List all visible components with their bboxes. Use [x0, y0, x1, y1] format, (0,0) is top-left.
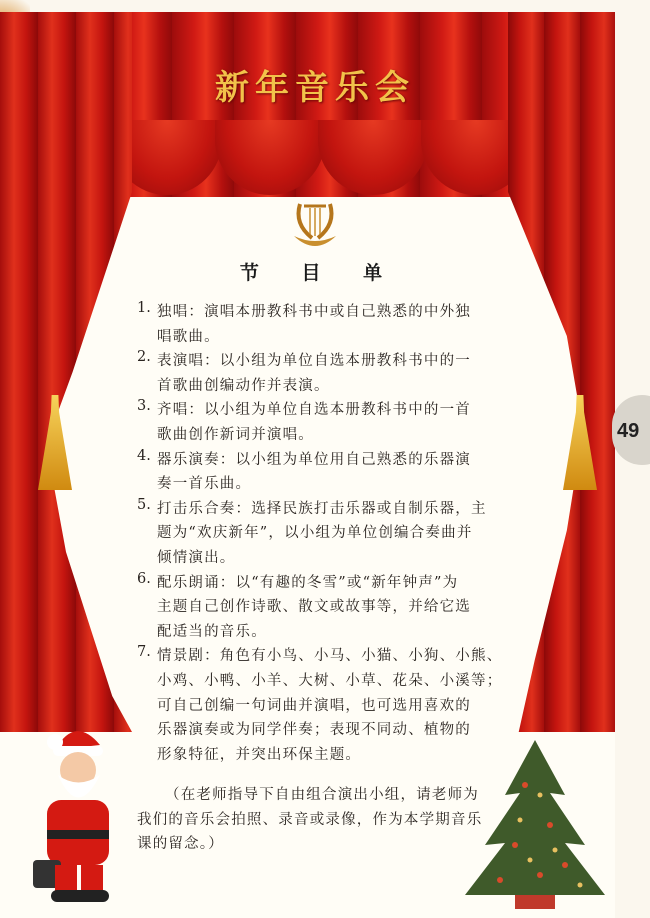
item-text-line: 歌曲创作新词并演唱。 — [157, 426, 314, 443]
item-text-line: 情景剧：角色有小鸟、小马、小猫、小狗、小熊、 — [157, 648, 503, 665]
item-text-line: 可自己创编一句词曲并演唱，也可选用喜欢的 — [157, 697, 471, 714]
item-number: 5. — [137, 496, 151, 513]
page-number: 49 — [617, 420, 640, 442]
page-title: 新年音乐会 — [215, 68, 415, 108]
christmas-tree-icon — [455, 735, 615, 910]
program-item — [137, 398, 517, 447]
program-heading: 节 目 单 — [239, 262, 401, 284]
item-text-line: 形象特征，并突出环保主题。 — [157, 746, 362, 763]
item-text-line: 唱歌曲。 — [157, 328, 220, 345]
item-number: 4. — [137, 447, 151, 464]
note-text-line: 我们的音乐会拍照、录音或录像，作为本学期音乐 — [137, 811, 483, 828]
item-number: 2. — [137, 349, 151, 366]
item-text-line: 表演唱：以小组为单位自选本册教科书中的一 — [157, 353, 471, 370]
item-text-line: 首歌曲创编动作并表演。 — [157, 377, 330, 394]
note-text-line: （在老师指导下自由组合演出小组，请老师为 — [165, 787, 479, 804]
program-item — [137, 349, 517, 398]
lyre-emblem-icon — [290, 196, 340, 252]
item-text-line: 乐器演奏或为同学伴奏；表现不同动、植物的 — [157, 722, 471, 739]
santa-figure-icon — [25, 720, 130, 905]
item-number: 6. — [137, 570, 151, 587]
item-text-line: 配适当的音乐。 — [157, 623, 267, 640]
item-text-line: 齐唱：以小组为单位自选本册教科书中的一首 — [157, 402, 471, 419]
program-item — [137, 497, 517, 571]
item-number: 7. — [137, 644, 151, 661]
item-text-line: 倾情演出。 — [157, 549, 236, 566]
item-text-line: 题为“欢庆新年”，以小组为单位创编合奏曲并 — [157, 525, 473, 542]
item-text-line: 独唱：演唱本册教科书中或自己熟悉的中外独 — [157, 304, 471, 320]
item-text-line: 小鸡、小鸭、小羊、大树、小草、花朵、小溪等； — [157, 672, 503, 689]
item-text-line: 奏一首乐曲。 — [157, 476, 252, 493]
program-item — [137, 448, 517, 497]
item-text-line: 配乐朗诵：以“有趣的冬雪”或“新年钟声”为 — [157, 574, 459, 591]
item-text-line: 打击乐合奏：选择民族打击乐器或自制乐器，主 — [157, 500, 487, 517]
item-number: 3. — [137, 398, 151, 415]
item-number: 1. — [137, 300, 151, 316]
program-item — [137, 300, 517, 349]
note-text-line: 课的留念。） — [137, 836, 224, 853]
item-text-line: 主题自己创作诗歌、散文或故事等，并给它选 — [157, 599, 471, 616]
program-item — [137, 571, 517, 645]
item-text-line: 器乐演奏：以小组为单位用自己熟悉的乐器演 — [157, 451, 471, 468]
